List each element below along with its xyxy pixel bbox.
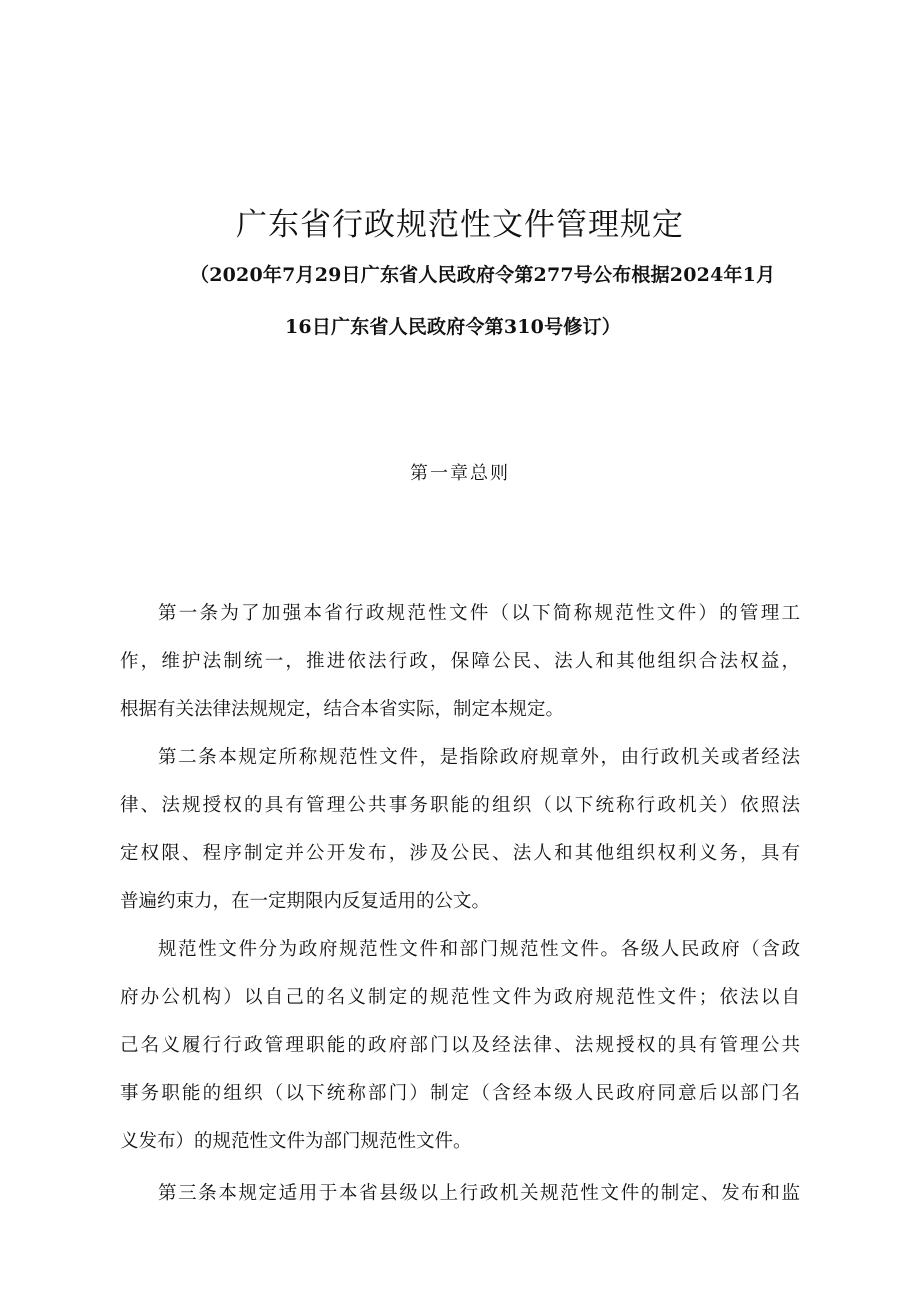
document-title: 广东省行政规范性文件管理规定 bbox=[236, 207, 684, 243]
document-subtitle-line-2: 16日广东省人民政府令第310号修订） bbox=[285, 316, 621, 338]
body-line: 规范性文件分为政府规范性文件和部门规范性文件。各级人民政府（含政 bbox=[158, 939, 800, 960]
body-line: 己名义履行行政管理职能的政府部门以及经法律、法规授权的具有管理公共 bbox=[120, 1035, 800, 1056]
body-line: 第一条为了加强本省行政规范性文件（以下简称规范性文件）的管理工 bbox=[158, 603, 800, 624]
body-line: 第二条本规定所称规范性文件，是指除政府规章外，由行政机关或者经法 bbox=[158, 747, 800, 768]
body-line: 作，维护法制统一，推进依法行政，保障公民、法人和其他组织合法权益， bbox=[120, 651, 800, 672]
body-line: 定权限、程序制定并公开发布，涉及公民、法人和其他组织权利义务，具有 bbox=[120, 843, 800, 864]
body-line: 府办公机构）以自己的名义制定的规范性文件为政府规范性文件；依法以自 bbox=[120, 987, 800, 1008]
body-line: 第三条本规定适用于本省县级以上行政机关规范性文件的制定、发布和监 bbox=[158, 1183, 800, 1204]
body-line: 根据有关法律法规规定，结合本省实际，制定本规定。 bbox=[120, 699, 565, 720]
body-line: 义发布）的规范性文件为部门规范性文件。 bbox=[120, 1131, 472, 1152]
body-line: 普遍约束力，在一定期限内反复适用的公文。 bbox=[120, 891, 491, 912]
chapter-heading: 第一章总则 bbox=[410, 463, 510, 484]
body-line: 事务职能的组织（以下统称部门）制定（含经本级人民政府同意后以部门名 bbox=[120, 1083, 800, 1104]
document-subtitle-line-1: （2020年7月29日广东省人民政府令第277号公布根据2024年1月 bbox=[190, 264, 776, 286]
body-line: 律、法规授权的具有管理公共事务职能的组织（以下统称行政机关）依照法 bbox=[120, 795, 800, 816]
